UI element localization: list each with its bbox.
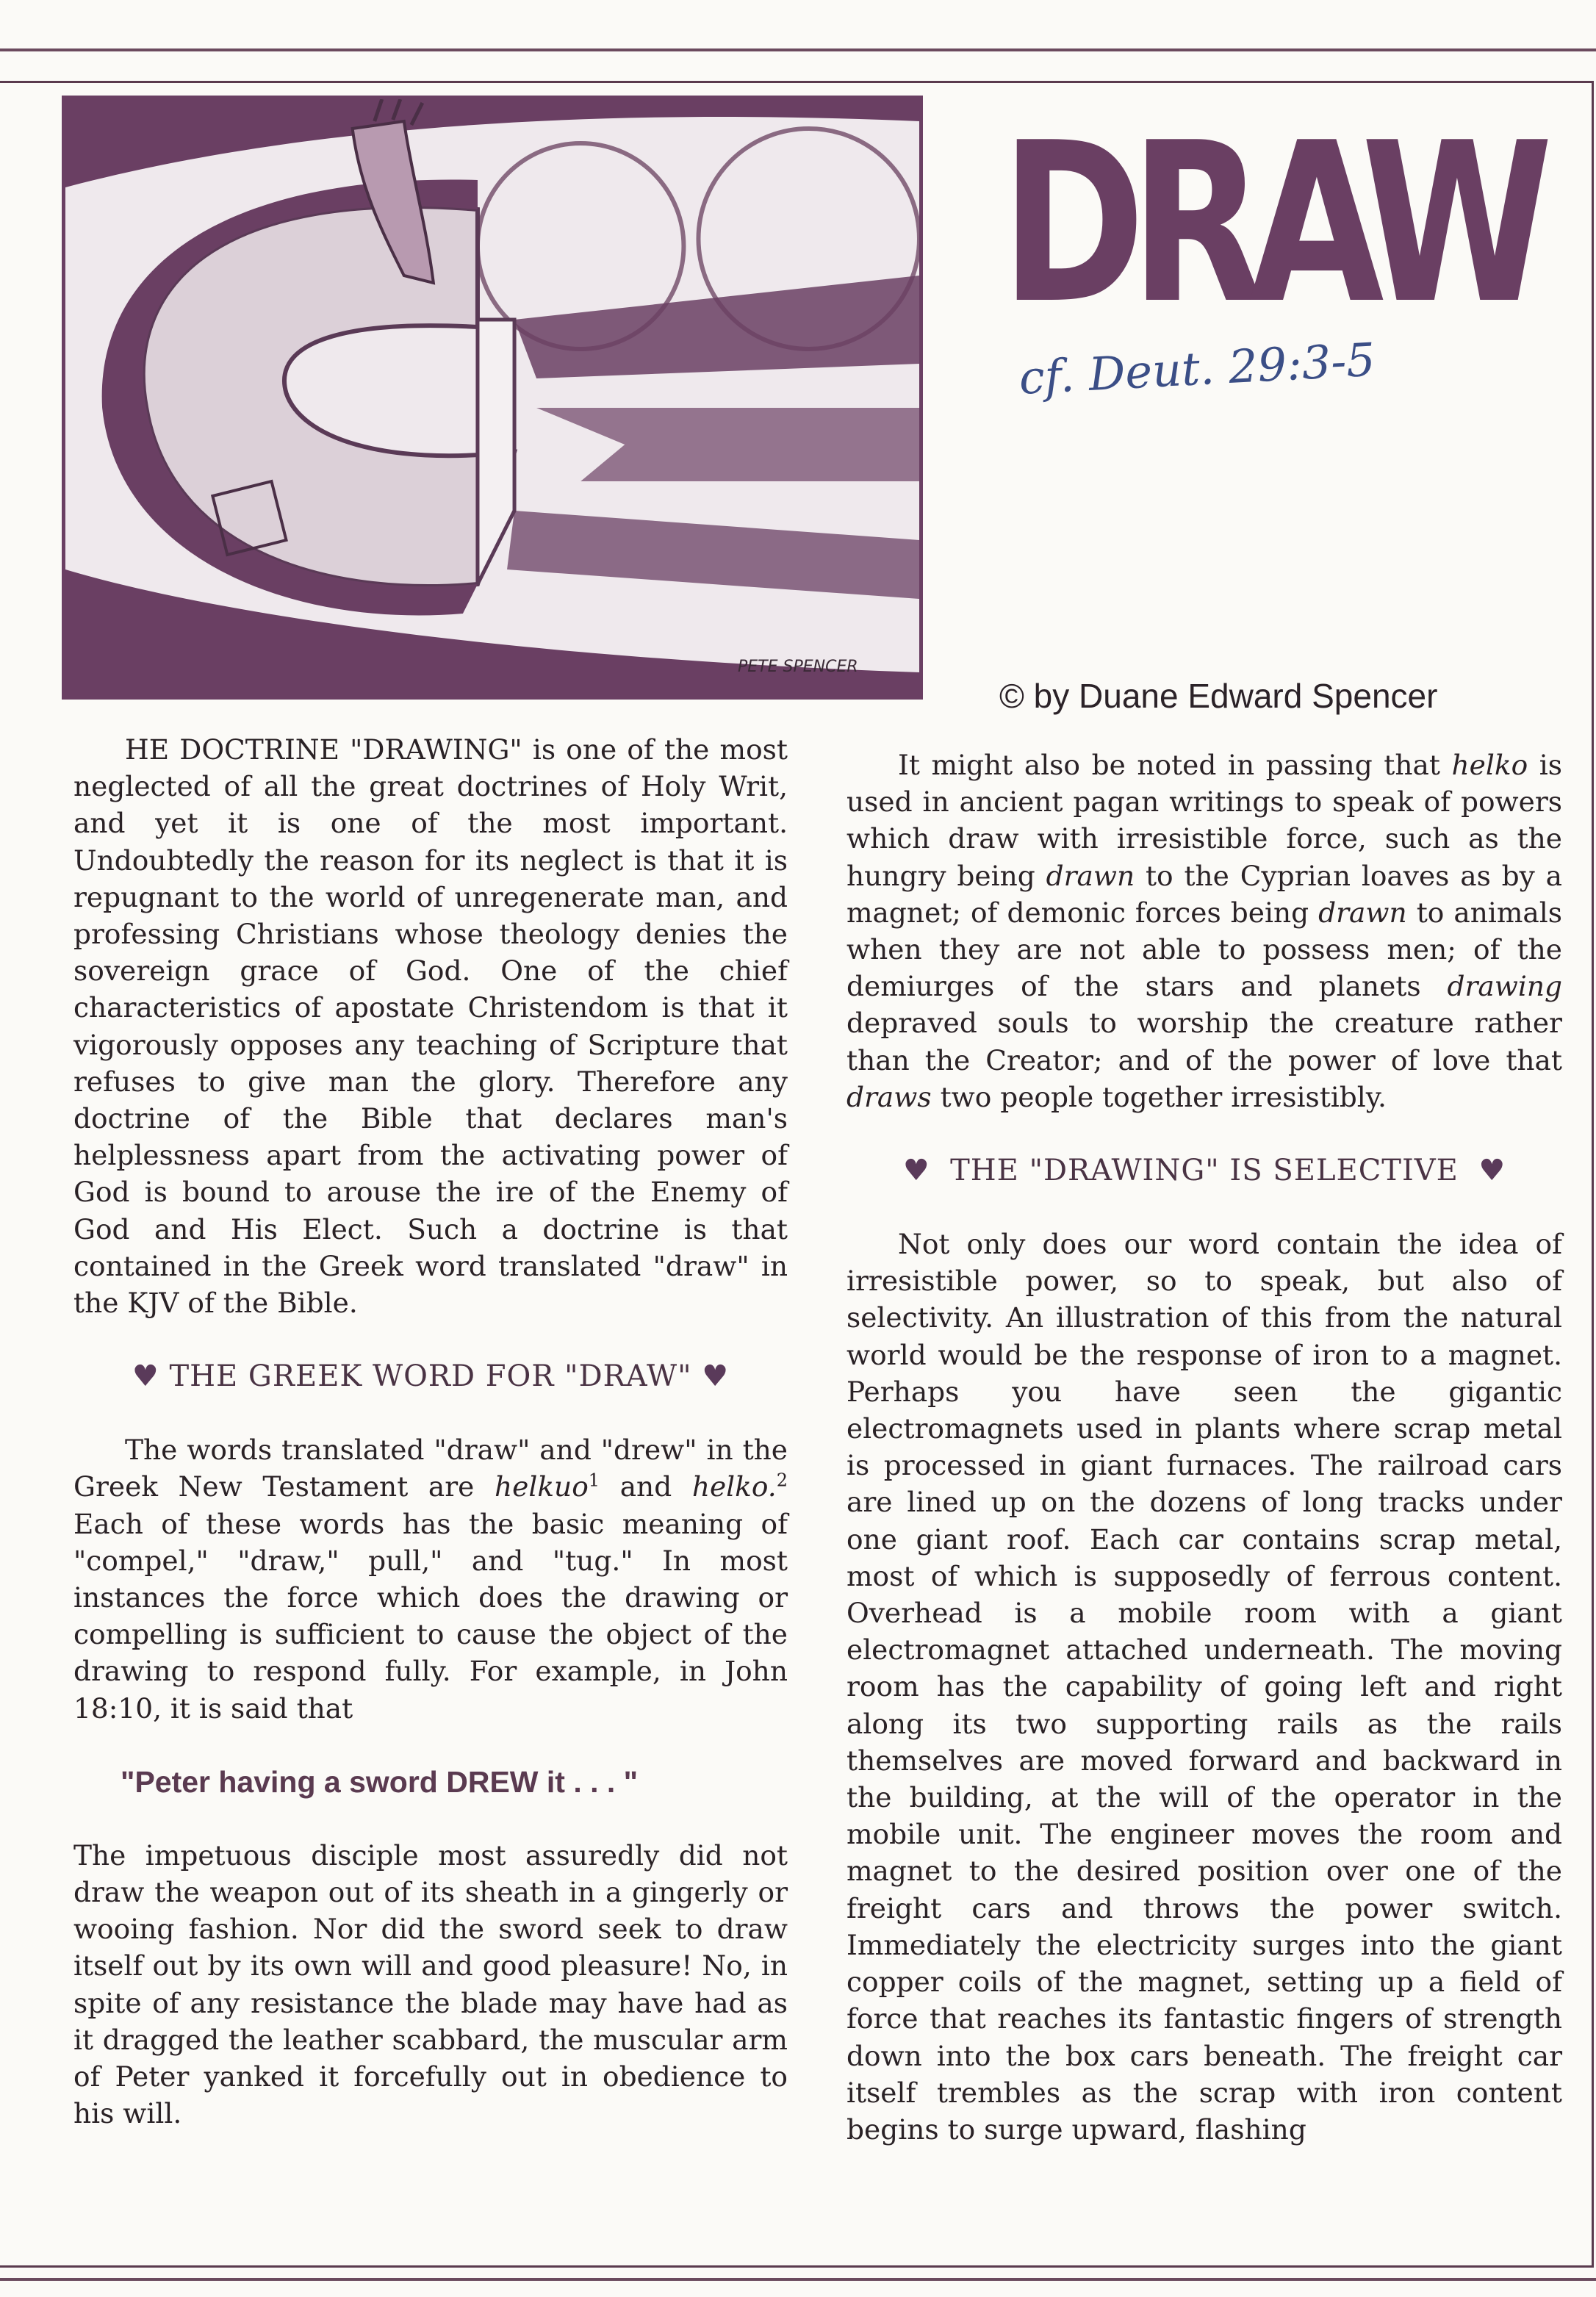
greek-word-helkuo: helkuo	[494, 1470, 589, 1503]
paragraph-text: depraved souls to worship the creature rather than the Creator; and of the power of love that	[846, 1007, 1562, 1076]
art-signature: PETE SPENCER	[738, 658, 858, 676]
greek-word-paragraph	[73, 1431, 788, 1727]
paragraph-text: Each of these words has the basic meaning of "compel," "draw," pull," and "tug." In most instances the force which does the drawing or compelling is sufficient to cause the object of the drawing to respond fully. For example, in John 18:10, it is said that	[73, 1507, 788, 1725]
paragraph-text: to animals when they are not able to possess men; of the demiurges of the stars and planets	[846, 896, 1562, 1003]
heart-ornament-icon: ♥	[1478, 1154, 1506, 1188]
top-rule	[0, 48, 1596, 51]
paragraph-text: The words translated "draw" and "drew" in the Greek New Testament are	[73, 1434, 788, 1503]
pagan-writings-paragraph	[846, 747, 1562, 1115]
paragraph-text: It might also be noted in passing that	[898, 749, 1440, 781]
section-heading-text: THE GREEK WORD FOR "DRAW"	[169, 1359, 692, 1394]
paragraph-text: is used in ancient pagan writings to speak of powers which draw with irresistible force, such as the hungry being	[846, 749, 1563, 892]
bottom-rule	[0, 2278, 1596, 2281]
section-heading-selective	[846, 1152, 1562, 1189]
paragraph-text: and	[619, 1470, 672, 1503]
emphasis-word: drawn	[1318, 896, 1407, 929]
greek-word-helko: helko.	[691, 1470, 777, 1503]
emphasis-word: drawn	[1046, 859, 1135, 892]
footnote-ref: 2	[776, 1470, 788, 1491]
paragraph-text: to the Cyprian loaves as by a magnet; of demonic forces being	[846, 859, 1563, 929]
right-column	[846, 747, 1562, 2148]
left-column	[73, 731, 788, 2132]
magnet-illustration	[62, 96, 923, 700]
scripture-quote: "Peter having a sword DREW it . . . "	[121, 1764, 639, 1799]
section-heading-greek-word	[73, 1358, 788, 1395]
electromagnet-paragraph: Not only does our word contain the idea of irresistible power, so to speak, but also of selectivity. An illustration of this from the natural world would be the response of iron to a magnet. Perhaps you have seen the gigantic electromagnets used in plants where scrap metal is processed in giant furnaces. The railroad cars are lined up on the dozens of long tracks under one giant roof. Each car contains scrap metal, most of which is supposedly of ferrous content. Overhead is a mobile room with a giant electromagnet attached underneath. The moving room has the capability of going left and right along its two supporting rails as the rails themselves are moved forward and backward in the building, at the will of the operator in the mobile unit. The engineer moves the room and magnet to the desired position over one of the freight cars and throws the power switch. Immediately the electricity surges into the giant copper coils of the magnet, setting up a field of force that reaches its fantastic fingers of strength down into the box cars beneath. The freight car itself trembles as the scrap with iron content begins to surge upward, flashing	[846, 1228, 1562, 2146]
paragraph-text: two people together irresistibly.	[940, 1080, 1387, 1113]
author-byline: © by Duane Edward Spencer	[999, 677, 1438, 715]
page-title: DRAW	[1001, 96, 1539, 352]
peter-paragraph: The impetuous disciple most assuredly did not draw the weapon out of its sheath in a gingerly or wooing fashion. Nor did the sword seek to draw itself out by its own will and good pleasure! No, in spite of any resistance the blade may have had as it dragged the leather scabbard, the muscular arm of Peter yanked it forcefully out in obedience to his will.	[73, 1838, 788, 2130]
footnote-ref: 1	[588, 1470, 600, 1491]
heart-ornament-icon: ♥	[132, 1359, 159, 1394]
section-heading-text: THE "DRAWING" IS SELECTIVE	[950, 1154, 1459, 1188]
greek-word-helko: helko	[1451, 749, 1528, 781]
heart-ornament-icon: ♥	[702, 1359, 730, 1394]
heart-ornament-icon: ♥	[902, 1154, 930, 1188]
emphasis-word: drawing	[1447, 970, 1563, 1003]
intro-paragraph: HE DOCTRINE "DRAWING" is one of the most neglected of all the great doctrines of Holy Writ, and yet it is one of the most important. Undoubtedly the reason for its neglect is that it is repugnant to the world of unregenerate man, and professing Christians whose theology denies the sovereign grace of God. One of the chief characteristics of apostate Christendom is that it vigorously opposes any teaching of Scripture that refuses to give man the glory. Therefore any doctrine of the Bible that declares man's helplessness apart from the activating power of God is bound to arouse the ire of the Enemy of God and His Elect. Such a doctrine is that contained in the Greek word translated "draw" in the KJV of the Bible.	[73, 733, 788, 1320]
magnet-drawing	[65, 99, 919, 696]
handwritten-note: cf. Deut. 29:3-5	[1018, 332, 1377, 405]
emphasis-word: draws	[846, 1080, 932, 1113]
